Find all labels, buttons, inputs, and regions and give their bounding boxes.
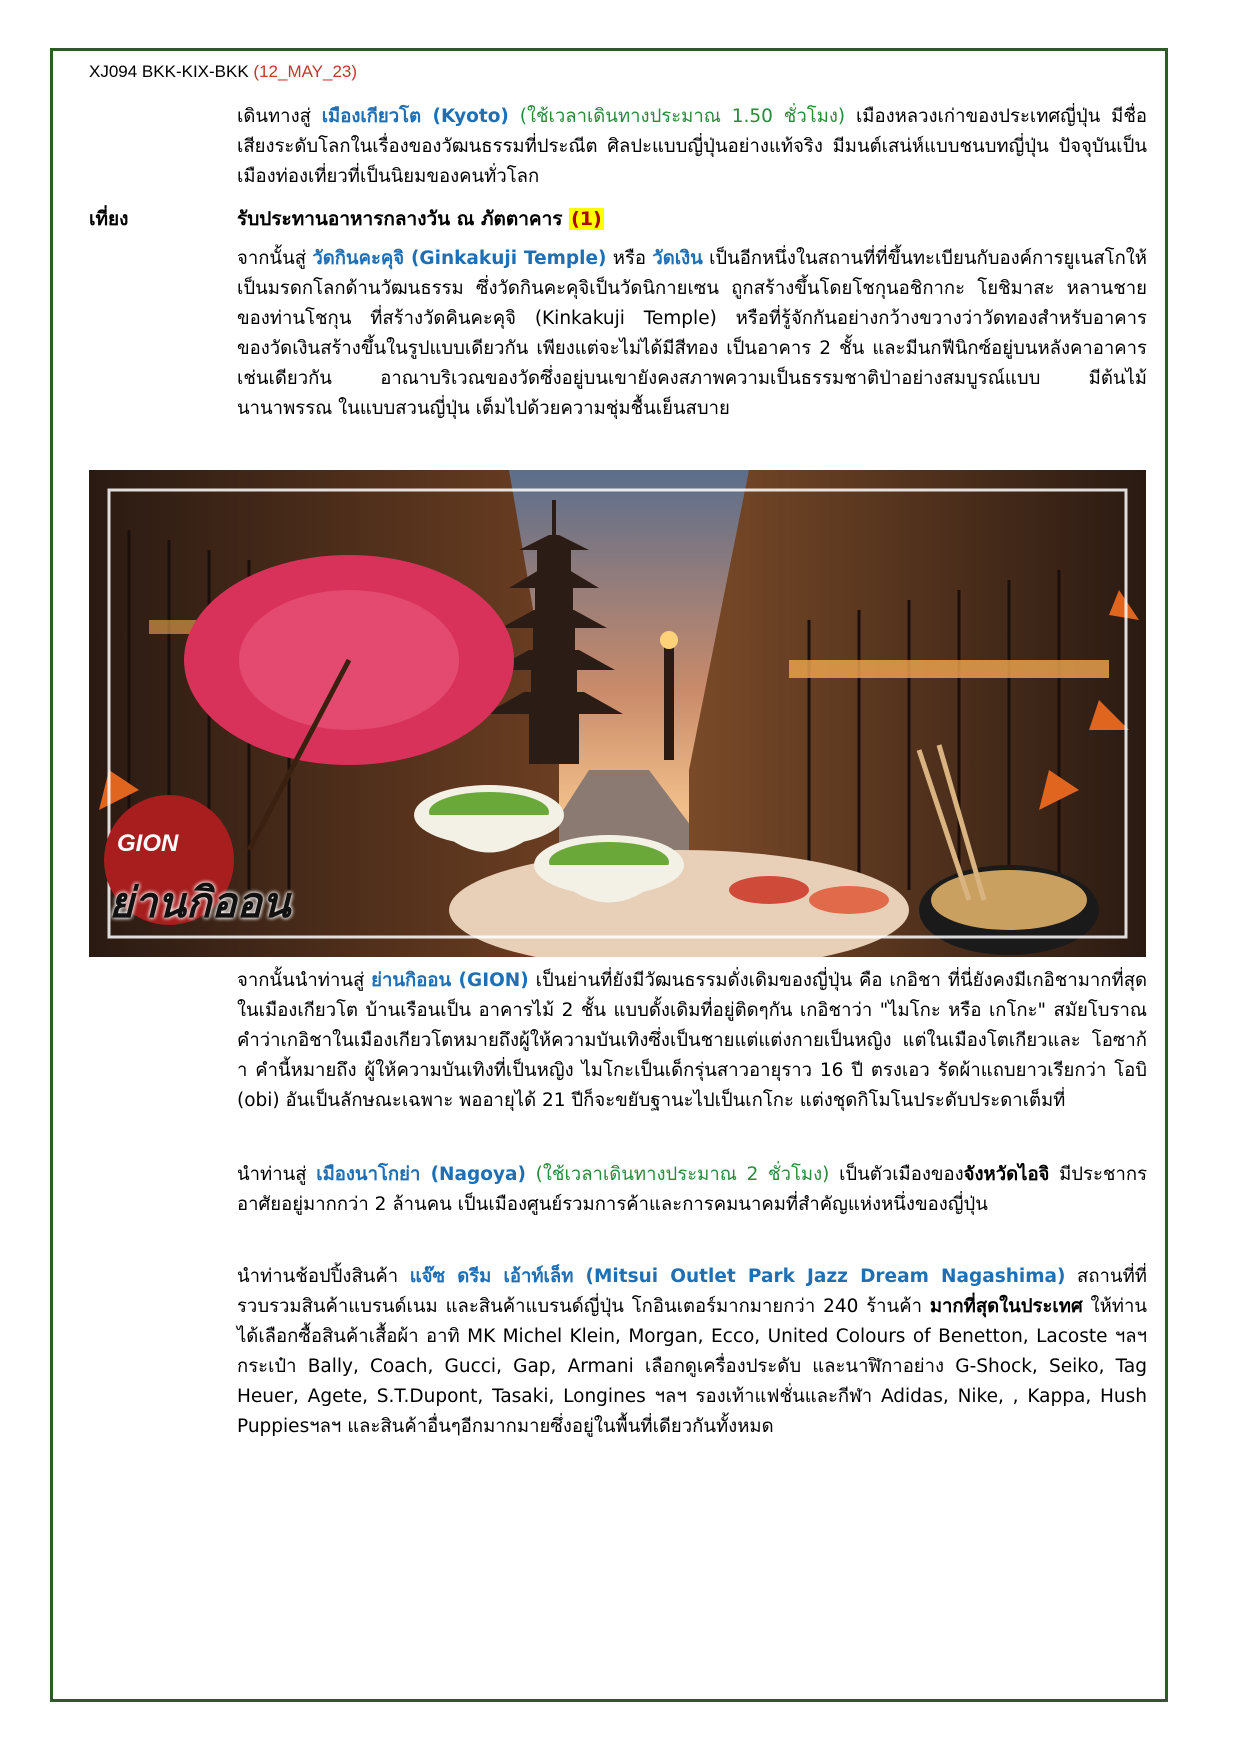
text-segment: นำท่านช้อปปิ้งสินค้า <box>237 1266 410 1287</box>
outlet-paragraph <box>237 1262 1147 1442</box>
aichi-prefecture: จังหวัดไอจิ <box>963 1164 1050 1185</box>
page-header <box>89 62 357 82</box>
meal-label-lunch: เที่ยง <box>89 208 129 230</box>
gion-name: ย่านกิออน (GION) <box>371 970 529 991</box>
text-segment: เป็นอีกหนึ่งในสถานที่ที่ขึ้นทะเบียนกับองค์การยูเนสโกให้เป็นมรดกโลกด้านวัฒนธรรม ซึ่งวัดกินคะคุจิเป็นวัดนิกายเซน ถูกสร้างขึ้นโดยโชกุนอชิกากะ โยชิมาสะ หลานชายของท่านโชกุน ที่สร้างวัดคินคะคุจิ (Kinkakuji Temple) หรือที่รู้จักกันอย่างกว้างขวางว่าวัดทองสำหรับอาคารของวัดเงินสร้างขึ้นในรูปแบบเดียวกัน เพียงแต่จะไม่ได้มีสีทอง เป็นอาคาร 2 ชั้น และมีนกฟีนิกซ์อยู่บนหลังคาอาคารเช่นเดียวกัน อาณาบริเวณของวัดซึ่งอยู่บนเขายังคงสภาพความเป็นธรรมชาติป่าอย่างสมบูรณ์แบบ มีต้นไม้นานาพรรณ ในแบบสวนญี่ปุ่น เต็มไปด้วยความชุ่มชื้นเย็นสบาย <box>237 248 1147 419</box>
outlet-name: แจ๊ซ ดรีม เอ้าท์เล็ท (Mitsui Outlet Park Jazz Dream Nagashima) <box>409 1266 1066 1287</box>
text-segment: สถานที่ที่รวบรวมสินค้าแบรนด์เนม และสินค้าแบรนด์ญี่ปุ่น โกอินเตอร์มากมายกว่า 240 ร้านค้า <box>237 1266 1147 1317</box>
gion-label-en: GION <box>117 830 179 857</box>
text-segment: รับประทานอาหารกลางวัน ณ ภัตตาคาร <box>237 208 570 230</box>
text-segment: นำท่านสู่ <box>237 1164 317 1185</box>
text-segment: ให้ท่านได้เลือกซื้อสินค้าเสื้อผ้า อาทิ MK Michel Klein, Morgan, Ecco, United Colours of Benetton, Lacoste ฯลฯ กระเป๋า Bally, Coach, Gucci, Gap, Armani เลือกดูเครื่องประดับ และนาฬิกาอย่าง G-Shock, Seiko, Tag Heuer, Agete, S.T.Dupont, Tasaki, Longines ฯลฯ รองเท้าแฟชั่นและกีฬา Adidas, Nike, , Kappa, Hush Puppiesฯลฯ และสินค้าอื่นๆอีกมากมายซึ่งอยู่ในพื้นที่เดียวกันทั้งหมด <box>237 1296 1148 1437</box>
text-segment: มีประชากรอาศัยอยู่มากกว่า 2 ล้านคน เป็นเมืองศูนย์รวมการค้าและการคมนาคมที่สำคัญแห่งหนึ่งของญี่ปุ่น <box>237 1164 1148 1215</box>
ginkakuji-paragraph <box>237 244 1147 424</box>
tour-date: (12_MAY_23) <box>253 62 358 81</box>
nagoya-name: เมืองนาโกย่า (Nagoya) <box>316 1164 526 1185</box>
tour-code: XJ094 BKK-KIX-BKK <box>89 62 249 81</box>
meal-number-badge: (1) <box>571 208 602 230</box>
text-segment: เป็นตัวเมืองของ <box>829 1164 964 1185</box>
gion-banner-image <box>89 470 1146 957</box>
most-in-country: มากที่สุดในประเทศ <box>929 1296 1083 1317</box>
text-segment: เป็นย่านที่ยังมีวัฒนธรรมดั่งเดิมของญี่ปุ่น คือ เกอิชา ที่นี่ยังคงมีเกอิชามากที่สุดในเมืองเกียวโต บ้านเรือนเป็น อาคารไม้ 2 ชั้น แบบดั้งเดิมที่อยู่ติดๆกัน เกอิชาว่า "ไมโกะ หรือ เกโกะ" สมัยโบราณคำว่าเกอิชาในเมืองเกียวโตหมายถึงผู้ให้ความบันเทิงซึ่งเป็นชายแต่แต่งกายเป็นหญิง แต่ในเมืองโตเกียวและ โอซาก้า คำนี้หมายถึง ผู้ให้ความบันเทิงที่เป็นหญิง ไมโกะเป็นเด็กรุ่นสาวอายุราว 16 ปี ตรงเอว รัดผ้าแถบยาวเรียกว่า โอบิ (obi) อันเป็นลักษณะเฉพาะ พออายุได้ 21 ปีก็จะขยับฐานะไปเป็นเกโกะ แต่งชุดกิโมโนประดับประดาเต็มที่ <box>237 970 1147 1111</box>
travel-time: (ใช้เวลาเดินทางประมาณ 2 ชั่วโมง) <box>525 1164 830 1185</box>
nagoya-paragraph <box>237 1160 1147 1220</box>
text-segment: เดินทางสู่ <box>237 106 322 127</box>
text-segment: จากนั้นนำท่านสู่ <box>237 970 372 991</box>
gion-label-th: ย่านกิออน <box>109 878 291 927</box>
kyoto-paragraph <box>237 102 1147 192</box>
text-segment: เมืองหลวงเก่าของประเทศญี่ปุ่น มีชื่อเสียงระดับโลกในเรื่องของวัฒนธรรมที่ประณีต ศิลปะแบบญี่ปุ่นอย่างแท้จริง มีมนต์เสน่ห์แบบชนบทญี่ปุ่น ปัจจุบันเป็นเมืองท่องเที่ยวที่เป็นนิยมของคนทั่วโลก <box>237 106 1147 187</box>
gion-paragraph <box>237 966 1147 1116</box>
ginkakuji-name: วัดกินคะคุจิ (Ginkakuji Temple) <box>312 248 607 269</box>
text-segment: หรือ <box>606 248 653 269</box>
travel-time: (ใช้เวลาเดินทางประมาณ 1.50 ชั่วโมง) <box>508 106 846 127</box>
text-segment: จากนั้นสู่ <box>237 248 313 269</box>
kyoto-name: เมืองเกียวโต (Kyoto) <box>321 106 509 127</box>
silver-temple-name: วัดเงิน <box>652 248 703 269</box>
lunch-text <box>237 204 604 234</box>
